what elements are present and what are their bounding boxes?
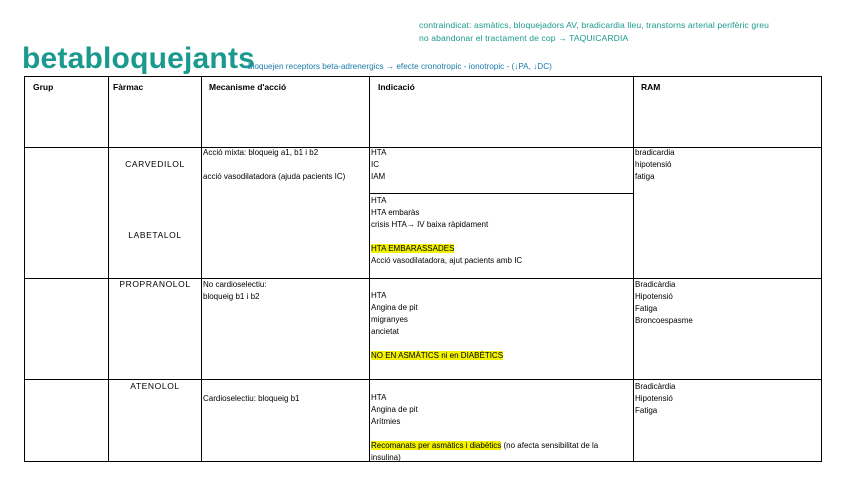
drug-carvedilol: CARVEDILOL (125, 159, 185, 169)
propranolol-ram: Bradicàrdia Hipotensió Fatiga Broncoespasme (635, 280, 693, 325)
atenolol-recommendation-highlight: Recomanats per asmàtics i diabètics (371, 441, 502, 450)
col-divider (201, 77, 202, 461)
withdrawal-note: no abandonar el tractament de cop → TAQUICARDIA (419, 33, 629, 43)
atenolol-recommendation-cont: insulina) (371, 453, 401, 462)
propranolol-indication: HTA Angina de pit migranyes ancietat NO EN ASMÀTICS ni en DIABÈTICS (371, 291, 504, 360)
drug-labetalol: LABETALOL (128, 230, 182, 240)
atenolol-mechanism: Cardioselectiu: bloqueig b1 (203, 394, 300, 403)
betablockers-table (24, 76, 822, 462)
col-header-group: Grup (33, 82, 54, 92)
page-subtitle: bloquejen receptors beta-adrenergics → efecte cronotropic - ionotropic - (↓PA, ↓DC) (248, 62, 552, 71)
carvedilol-mechanism: Acció mixta: bloqueig a1, b1 i b2 acció vasodilatadora (ajuda pacients IC) (203, 148, 346, 181)
carvedilol-indication: HTA IC IAM (371, 148, 387, 181)
labetalol-indication: HTA HTA embaràs crisis HTA→ IV baixa ràpidament HTA EMBARASSADES Acció vasodilatadora, ajut pacients amb IC (371, 196, 523, 265)
page-title: betabloquejants (22, 42, 256, 75)
col-header-ram: RAM (641, 82, 661, 92)
atenolol-recommendation-note: (no afecta sensibilitat de la (501, 441, 599, 450)
labetalol-pregnancy-highlight: HTA EMBARASSADES (371, 244, 455, 253)
row-divider (25, 379, 821, 380)
col-divider (108, 77, 109, 461)
col-divider (633, 77, 634, 461)
propranolol-warning-highlight: NO EN ASMÀTICS ni en DIABÈTICS (371, 351, 504, 360)
col-header-drug: Fàrmac (113, 82, 144, 92)
drug-propranolol: PROPRANOLOL (119, 279, 191, 289)
col-header-indication: Indicació (378, 82, 415, 92)
atenolol-ram: Bradicàrdia Hipotensió Fatiga (635, 382, 676, 415)
contraindications-note: contraindicat: asmàtics, bloquejadors AV, bradicardia lleu, transtorns arterial perifèric greu (419, 20, 769, 30)
atenolol-indication: HTA Angina de pit Arítmies Recomanats per asmàtics i diabètics (no afecta sensibilitat de la insulina) (371, 393, 599, 462)
carvedilol-labetalol-ram: bradicardia hipotensió fatiga (635, 148, 675, 181)
row-divider (25, 147, 821, 148)
labetalol-divider (369, 193, 634, 194)
col-header-mechanism: Mecanisme d'acció (209, 82, 287, 92)
propranolol-mechanism: No cardioselectiu: bloqueig b1 i b2 (203, 280, 267, 301)
col-divider (369, 77, 370, 461)
drug-atenolol: ATENOLOL (130, 381, 180, 391)
